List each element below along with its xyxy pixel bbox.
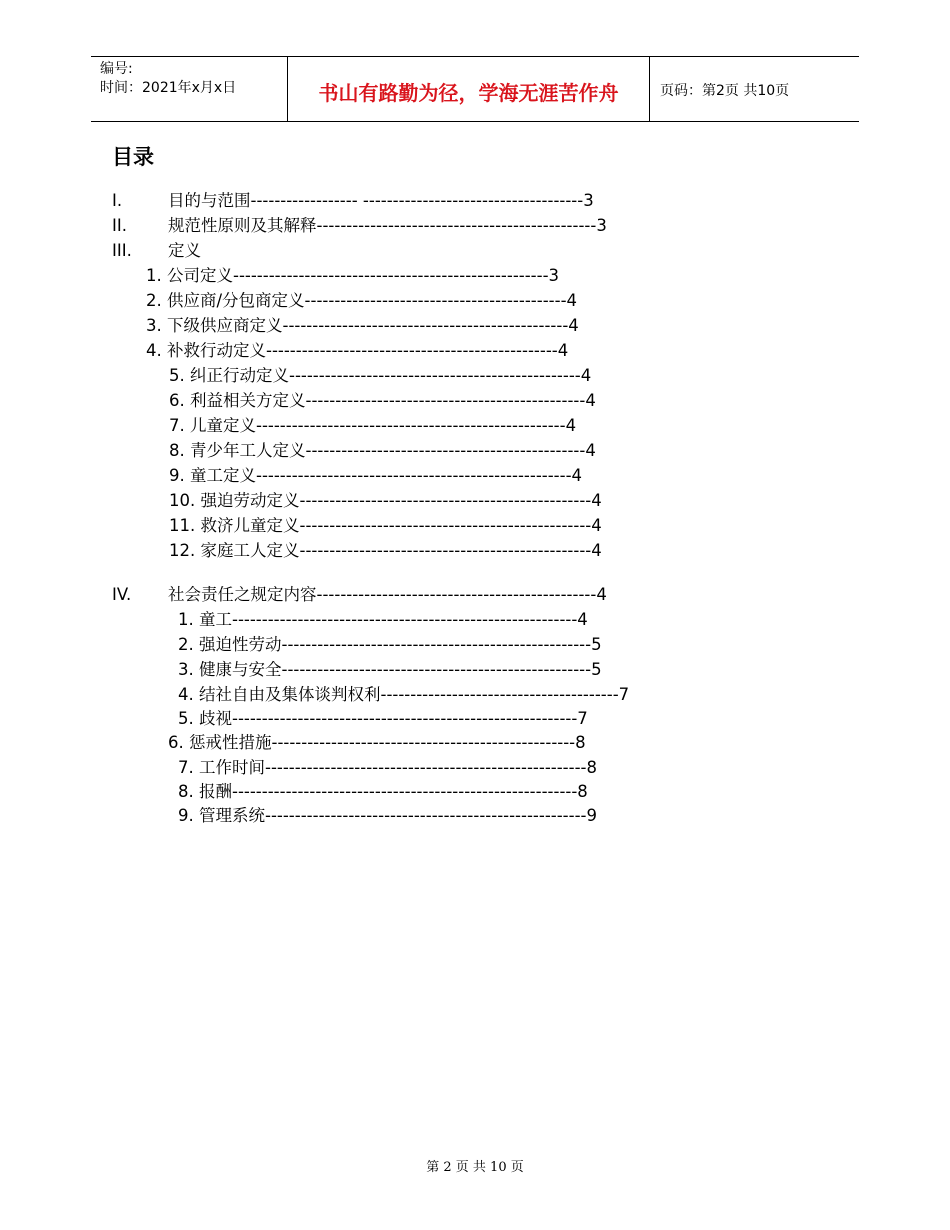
page-header: [91, 56, 859, 122]
toc-entry-text: 10. 强迫劳动定义-------------------------------------------------4: [169, 491, 602, 510]
toc-entry-number: III.: [112, 241, 132, 260]
toc-entry-number: I.: [112, 191, 123, 210]
toc-entry-text: 9. 童工定义-----------------------------------------------------4: [169, 466, 583, 485]
toc-entry-text: 1. 童工----------------------------------------------------------4: [178, 610, 588, 629]
toc-entry-text: 1. 公司定义-----------------------------------------------------3: [146, 266, 560, 285]
time-label: 时间：2021年x月x日: [100, 80, 237, 96]
toc-entry-text: 5. 歧视----------------------------------------------------------7: [178, 709, 588, 728]
toc-entry-text: 4. 结社自由及集体谈判权利----------------------------------------7: [178, 685, 630, 704]
toc-entry-text: 4. 补救行动定义-------------------------------------------------4: [146, 341, 569, 360]
toc-entry-text: 8. 报酬----------------------------------------------------------8: [178, 782, 588, 801]
toc-entry-text: 规范性原则及其解释-----------------------------------------------3: [168, 216, 607, 235]
page-footer: 第 2 页 共 10 页: [426, 1160, 524, 1175]
toc-title: 目录: [112, 145, 154, 169]
toc-entry-text: 5. 纠正行动定义-------------------------------------------------4: [169, 366, 592, 385]
toc-entry-text: 6. 惩戒性措施---------------------------------------------------8: [168, 733, 586, 752]
toc-entry-text: 定义: [168, 241, 201, 260]
toc-entry-text: 3. 下级供应商定义------------------------------------------------4: [146, 316, 579, 335]
toc-entry-text: 社会责任之规定内容-----------------------------------------------4: [168, 585, 607, 604]
toc-entry-text: 8. 青少年工人定义-----------------------------------------------4: [169, 441, 596, 460]
toc-entry-text: 9. 管理系统------------------------------------------------------9: [178, 806, 597, 825]
toc-entry-text: 2. 供应商/分包商定义--------------------------------------------4: [146, 291, 578, 310]
header-motto: 书山有路勤为径，学海无涯苦作舟: [287, 57, 650, 121]
toc-entry-text: 6. 利益相关方定义-----------------------------------------------4: [169, 391, 596, 410]
toc-entry-number: IV.: [112, 585, 132, 604]
toc-entry-text: 7. 工作时间------------------------------------------------------8: [178, 758, 597, 777]
header-page-label: 页码：第2页 共10页: [660, 83, 790, 99]
toc-entry-text: 2. 强迫性劳动----------------------------------------------------5: [178, 635, 602, 654]
header-meta: [91, 57, 287, 121]
toc-entry-text: 11. 救济儿童定义-------------------------------------------------4: [169, 516, 602, 535]
code-label: 编号:: [100, 61, 133, 77]
toc-entry-number: II.: [112, 216, 127, 235]
toc-entry-text: 目的与范围------------------ -------------------------------------3: [168, 191, 594, 210]
toc-entry-text: 3. 健康与安全----------------------------------------------------5: [178, 660, 602, 679]
toc-entry-text: 7. 儿童定义----------------------------------------------------4: [169, 416, 577, 435]
toc-entry-text: 12. 家庭工人定义-------------------------------------------------4: [169, 541, 602, 560]
